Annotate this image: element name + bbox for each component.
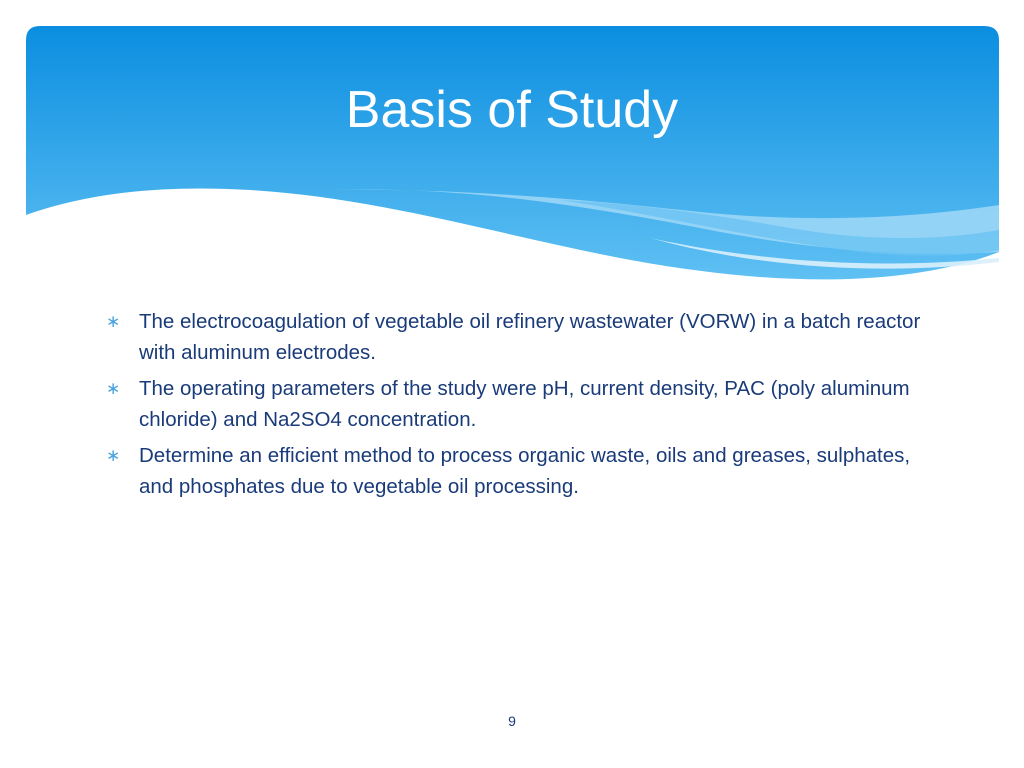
bullet-item [106,373,926,435]
bullet-text: Determine an efficient method to process organic waste, oils and greases, sulphates, and phosphates due to vegetable oil processing. [139,444,911,498]
asterisk-bullet-icon: ∗ [106,379,121,398]
bullet-item [106,306,926,368]
bullet-list [106,306,926,507]
asterisk-bullet-icon: ∗ [106,312,121,331]
slide-title: Basis of Study [345,81,679,139]
bullet-text: The electrocoagulation of vegetable oil refinery wastewater (VORW) in a batch reactor with aluminum electrodes. [139,310,921,364]
header-wave-background [0,0,1024,300]
bullet-item [106,440,926,502]
asterisk-bullet-icon: ∗ [106,446,121,465]
page-number: 9 [508,713,516,729]
bullet-text: The operating parameters of the study were pH, current density, PAC (poly aluminum chloride) and Na2SO4 concentration. [139,377,910,431]
